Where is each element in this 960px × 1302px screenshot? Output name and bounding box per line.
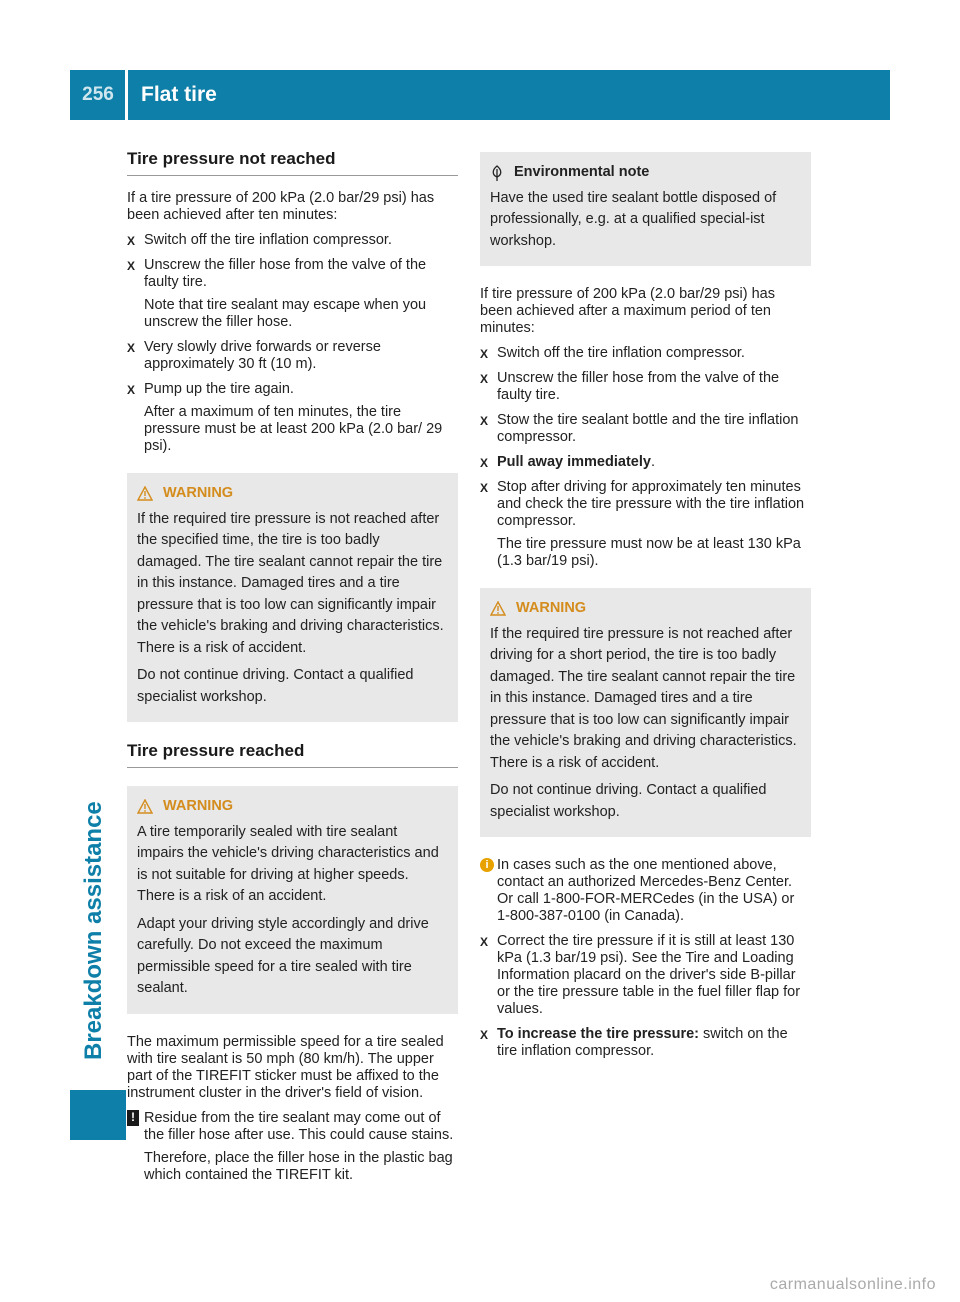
step-arrow-icon: X	[480, 935, 489, 949]
warning-header	[137, 483, 448, 505]
right-column	[480, 150, 811, 1068]
step-item	[480, 1026, 811, 1060]
caution-text: Therefore, place the filler hose in the plastic bag which contained the TIREFIT kit.	[144, 1149, 453, 1183]
step-item	[480, 933, 811, 1018]
step-text-bold: Pull away immediately	[497, 454, 651, 470]
page-number: 256	[82, 84, 114, 105]
step-note: After a maximum of ten minutes, the tire pressure must be at least 200 kPa (2.0 bar/ 29 psi).	[144, 404, 443, 454]
step-item	[127, 257, 458, 291]
warning-triangle-icon	[137, 486, 153, 501]
step-arrow-icon: X	[480, 372, 489, 386]
warning-text: Do not continue driving. Contact a qualified specialist workshop.	[137, 667, 414, 705]
warning-box	[127, 473, 458, 722]
step-item	[127, 232, 458, 249]
step-arrow-icon: X	[480, 456, 489, 470]
step-item	[480, 479, 811, 530]
step-item	[480, 345, 811, 362]
warning-label: WARNING	[163, 798, 234, 814]
warning-triangle-icon	[490, 601, 506, 616]
warning-triangle-icon	[137, 799, 153, 814]
info-text: In cases such as the one mentioned above, contact an authorized Mercedes-Benz Center. Or call 1-800-FOR-MERCedes (in the USA) or 1-800-387-0100 (in Canada).	[497, 857, 795, 924]
step-arrow-icon: X	[127, 383, 136, 397]
chapter-side-label: Breakdown assistance	[80, 801, 107, 1060]
step-item	[127, 339, 458, 373]
step-arrow-icon: X	[480, 481, 489, 495]
intro-paragraph: If a tire pressure of 200 kPa (2.0 bar/29 psi) has been achieved after ten minutes:	[127, 190, 435, 223]
warning-text: Adapt your driving style accordingly and drive carefully. Do not exceed the maximum permissible speed for a tire sealed with tire sealant.	[137, 915, 429, 996]
warning-box	[127, 786, 458, 1014]
warning-text: If the required tire pressure is not reached after the specified time, the tire is too badly damaged. The tire sealant cannot repair the tire in this instance. Damaged tires and a tire pressure that is too low can significantly impair the vehicle's braking and driving characteristics. There is a risk of accident.	[137, 510, 444, 656]
warning-label: WARNING	[163, 485, 234, 501]
step-text: switch on the tire inflation compressor.	[497, 1026, 788, 1059]
environmental-note-text: Have the used tire sealant bottle disposed of professionally, e.g. at a qualified special-ist workshop.	[490, 189, 777, 249]
step-arrow-icon: X	[127, 341, 136, 355]
warning-label: WARNING	[516, 600, 587, 616]
step-item	[480, 454, 811, 471]
caution-text: Residue from the tire sealant may come out of the filler hose after use. This could cause stains.	[144, 1109, 454, 1143]
body-paragraph: The maximum permissible speed for a tire sealed with tire sealant is 50 mph (80 km/h). The upper part of the TIREFIT sticker must be affixed to the instrument cluster in the driver's field of vision.	[127, 1033, 444, 1101]
environmental-note-label: Environmental note	[514, 164, 650, 180]
step-text: Very slowly drive forwards or reverse approximately 30 ft (10 m).	[144, 339, 381, 372]
warning-text: If the required tire pressure is not reached after driving for a short period, the tire is too badly damaged. The tire sealant cannot repair the tire in this instance. Damaged tires and a tire pressure that is too low can significantly impair the vehicle's braking and driving characteristics. There is a risk of accident.	[490, 625, 797, 771]
step-text: Switch off the tire inflation compressor.	[497, 345, 745, 361]
environment-leaf-icon	[490, 164, 504, 182]
step-text: Correct the tire pressure if it is still at least 130 kPa (1.3 bar/19 psi). See the Tire and Loading Information placard on the driver's side B-pillar or the tire pressure table in the fuel filler flap for values.	[497, 933, 801, 1017]
warning-text: Do not continue driving. Contact a qualified specialist workshop.	[490, 782, 767, 820]
step-arrow-icon: X	[127, 234, 136, 248]
step-text: Pump up the tire again.	[144, 381, 294, 397]
step-text-bold: To increase the tire pressure:	[497, 1026, 700, 1042]
step-text: Switch off the tire inflation compressor.	[144, 232, 392, 248]
step-arrow-icon: X	[127, 259, 136, 273]
page-title: Flat tire	[141, 83, 217, 106]
step-text: Stop after driving for approximately ten minutes and check the tire pressure with the tire inflation compressor.	[497, 479, 805, 529]
step-item	[480, 370, 811, 404]
caution-icon: !	[127, 1110, 139, 1126]
step-text: .	[650, 454, 655, 470]
step-arrow-icon: X	[480, 1028, 489, 1042]
step-item	[480, 412, 811, 446]
step-text: Unscrew the filler hose from the valve of the faulty tire.	[144, 257, 427, 290]
warning-header	[137, 796, 448, 818]
step-text: Stow the tire sealant bottle and the tire inflation compressor.	[497, 412, 799, 445]
step-text: Unscrew the filler hose from the valve of the faulty tire.	[497, 370, 780, 403]
info-icon: i	[480, 858, 494, 872]
left-column	[127, 150, 458, 1192]
intro-paragraph: If tire pressure of 200 kPa (2.0 bar/29 psi) has been achieved after a maximum period of ten minutes:	[480, 286, 775, 336]
environmental-note-box	[480, 152, 811, 266]
step-note: Note that tire sealant may escape when you unscrew the filler hose.	[144, 297, 427, 330]
header-divider	[125, 70, 128, 120]
heading-tire-pressure-not-reached: Tire pressure not reached	[127, 150, 458, 176]
environmental-note-header	[490, 162, 801, 184]
warning-box	[480, 588, 811, 837]
info-note	[480, 857, 811, 925]
footer-watermark: carmanualsonline.info	[769, 1276, 936, 1293]
step-arrow-icon: X	[480, 414, 489, 428]
chapter-side-block	[70, 1090, 126, 1140]
warning-text: A tire temporarily sealed with tire sealant impairs the vehicle's driving characteristics and is not suitable for driving at higher speeds. There is a risk of an accident.	[137, 823, 439, 904]
caution-note	[127, 1110, 458, 1144]
warning-header	[490, 598, 801, 620]
step-item	[127, 381, 458, 398]
heading-tire-pressure-reached: Tire pressure reached	[127, 742, 458, 768]
step-note: The tire pressure must now be at least 130 kPa (1.3 bar/19 psi).	[497, 536, 801, 569]
step-arrow-icon: X	[480, 347, 489, 361]
